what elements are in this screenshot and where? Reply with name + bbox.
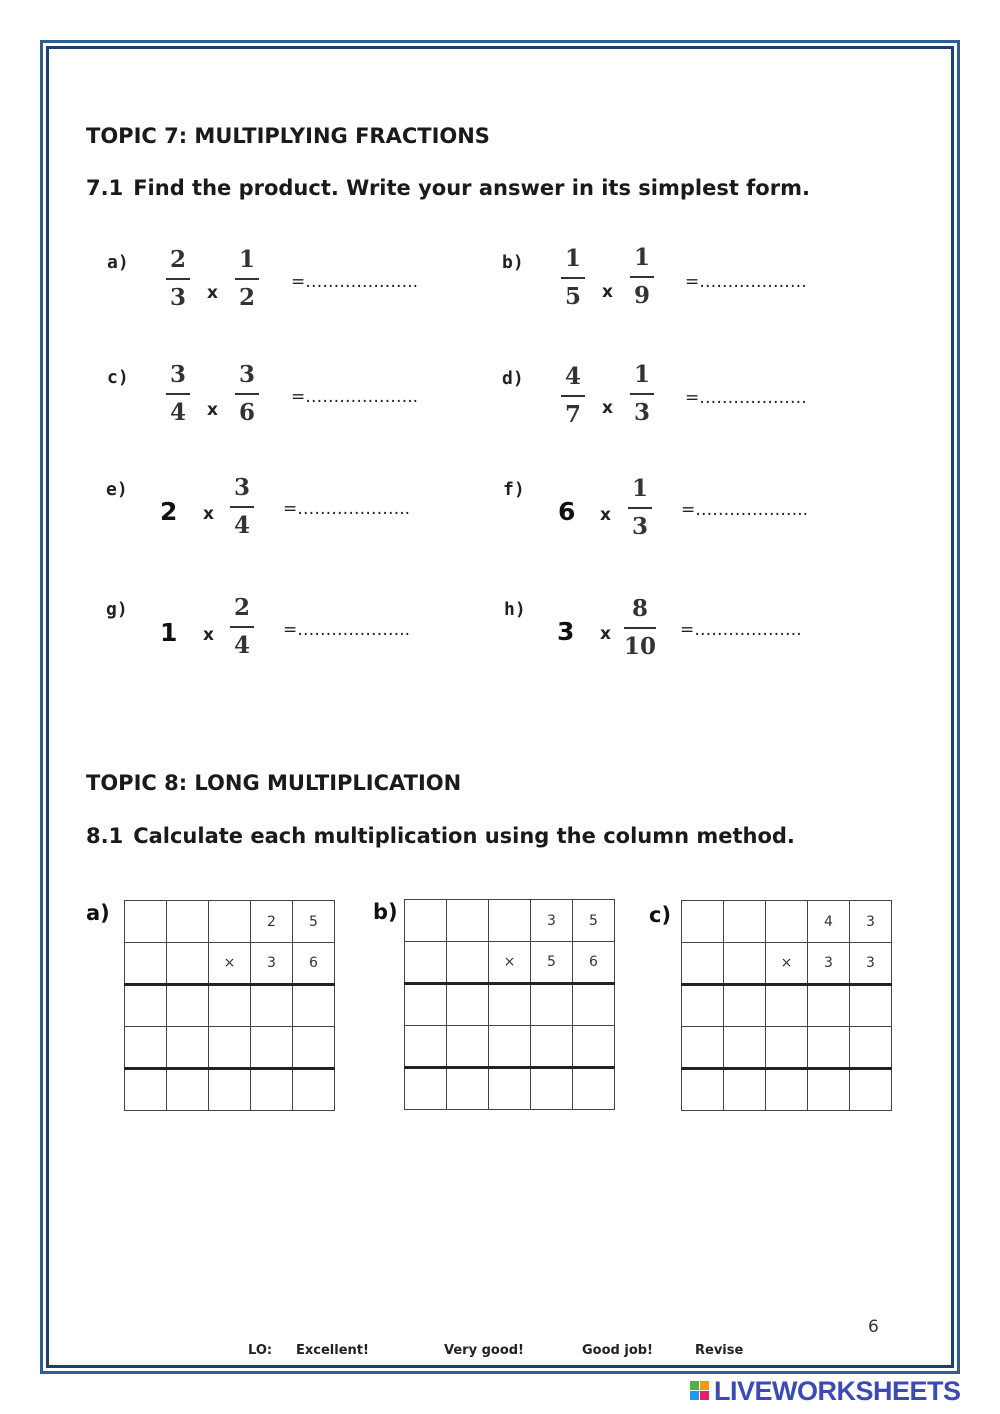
fraction-right: [630, 244, 654, 310]
grid-cell[interactable]: [682, 1027, 724, 1069]
grid-cell[interactable]: [447, 1026, 489, 1068]
grid-cell[interactable]: [293, 1027, 335, 1069]
whole-number: 6: [558, 497, 576, 526]
grid-cell[interactable]: 3: [808, 943, 850, 985]
question-label: g): [106, 599, 128, 620]
grid-cell[interactable]: [766, 1027, 808, 1069]
question-label: h): [504, 599, 526, 620]
grid-cell[interactable]: [682, 943, 724, 985]
liveworksheets-logo-icon: [690, 1381, 710, 1401]
multiply-sign: x: [207, 283, 218, 303]
numerator: 1: [631, 475, 648, 502]
logo-text: LIVEWORKSHEETS: [714, 1375, 961, 1406]
instruction-text: Calculate each multiplication using the column method.: [133, 824, 795, 848]
grid-cell[interactable]: 3: [251, 943, 293, 985]
denominator: 4: [233, 632, 250, 659]
instruction-number: 7.1: [86, 176, 124, 200]
grid-cell[interactable]: 5: [531, 942, 573, 984]
answer-blank[interactable]: =………………..: [283, 620, 411, 640]
grid-cell[interactable]: [251, 985, 293, 1027]
grid-cell[interactable]: [850, 985, 892, 1027]
fraction-bar: [235, 278, 259, 280]
grid-cell[interactable]: [405, 1068, 447, 1110]
answer-blank[interactable]: =………………..: [283, 499, 411, 519]
lo-option-label: Revise: [695, 1343, 744, 1358]
numerator: 1: [238, 246, 255, 273]
grid-cell[interactable]: [125, 1069, 167, 1111]
answer-blank[interactable]: =……………….: [680, 620, 802, 640]
grid-cell[interactable]: [167, 1027, 209, 1069]
page-border-inner: [46, 46, 954, 1368]
grid-row: [405, 984, 615, 1026]
fraction-right: [230, 594, 254, 660]
fraction-left: [166, 246, 190, 312]
fraction-bar: [630, 276, 654, 278]
lo-option-label: Very good!: [444, 1343, 524, 1358]
fraction-right: [235, 246, 259, 312]
grid-cell[interactable]: [724, 1027, 766, 1069]
question-label: c): [107, 367, 129, 388]
numerator: 8: [631, 595, 648, 622]
grid-cell[interactable]: [293, 985, 335, 1027]
fraction-right: [630, 361, 654, 427]
grid-cell[interactable]: [125, 985, 167, 1027]
denominator: 9: [633, 282, 650, 309]
grid-cell[interactable]: [489, 1068, 531, 1110]
grid-cell[interactable]: 3: [850, 943, 892, 985]
grid-cell[interactable]: [766, 1069, 808, 1111]
grid-row: [405, 900, 615, 942]
answer-blank[interactable]: =………………..: [291, 387, 419, 407]
numerator: 1: [633, 361, 650, 388]
whole-number: 1: [160, 618, 178, 647]
grid-row: [682, 985, 892, 1027]
fraction-right: [628, 475, 652, 541]
lo-option-revise[interactable]: [690, 1343, 743, 1358]
lo-option-good-job[interactable]: [577, 1343, 653, 1358]
fraction-right: [235, 361, 259, 427]
multiply-sign: x: [203, 625, 214, 645]
grid-cell[interactable]: [405, 984, 447, 1026]
column-grid-c: [681, 900, 892, 1111]
numerator: 4: [564, 363, 581, 390]
grid-cell[interactable]: [209, 985, 251, 1027]
grid-cell[interactable]: [724, 1069, 766, 1111]
topic8-title: TOPIC 8: LONG MULTIPLICATION: [86, 771, 462, 795]
lo-option-label: Excellent!: [296, 1343, 369, 1358]
grid-cell[interactable]: [167, 1069, 209, 1111]
fraction-bar: [235, 393, 259, 395]
answer-blank[interactable]: =……………….: [685, 388, 807, 408]
grid-row: [682, 1027, 892, 1069]
grid-cell[interactable]: [489, 984, 531, 1026]
grid-cell[interactable]: [724, 943, 766, 985]
grid-cell[interactable]: 5: [573, 900, 615, 942]
instruction-number: 8.1: [86, 824, 124, 848]
grid-row: [682, 943, 892, 985]
question-label: b): [502, 252, 524, 273]
answer-blank[interactable]: =………………..: [681, 500, 809, 520]
topic8-instruction: [86, 824, 795, 848]
question-label: f): [503, 479, 525, 500]
grid-cell[interactable]: ×: [766, 943, 808, 985]
fraction-bar: [230, 506, 254, 508]
grid-cell[interactable]: [447, 900, 489, 942]
topic7-title: TOPIC 7: MULTIPLYING FRACTIONS: [86, 124, 490, 148]
liveworksheets-logo: [690, 1376, 961, 1406]
answer-blank[interactable]: =……………….: [685, 272, 807, 292]
grid-cell[interactable]: [405, 1026, 447, 1068]
fraction-bar: [230, 626, 254, 628]
grid-cell[interactable]: 5: [293, 901, 335, 943]
numerator: 2: [169, 246, 186, 273]
multiply-sign: x: [600, 505, 611, 525]
grid-cell[interactable]: [125, 1027, 167, 1069]
denominator: 6: [238, 399, 255, 426]
denominator: 4: [233, 512, 250, 539]
grid-cell[interactable]: [850, 1027, 892, 1069]
numerator: 3: [238, 361, 255, 388]
numerator: 3: [233, 474, 250, 501]
grid-cell[interactable]: [766, 901, 808, 943]
grid-cell[interactable]: [573, 1068, 615, 1110]
denominator: 3: [631, 513, 648, 540]
grid-cell[interactable]: [209, 901, 251, 943]
fraction-bar: [561, 395, 585, 397]
multiply-sign: x: [602, 398, 613, 418]
grid-cell[interactable]: 3: [531, 900, 573, 942]
grid-cell[interactable]: [447, 984, 489, 1026]
grid-cell[interactable]: ×: [209, 943, 251, 985]
grid-row: [125, 1069, 335, 1111]
whole-number: 3: [557, 617, 575, 646]
grid-cell[interactable]: [447, 942, 489, 984]
denominator: 10: [624, 633, 657, 660]
grid-cell[interactable]: 3: [850, 901, 892, 943]
column-grid-b: [404, 899, 615, 1110]
grid-row: [125, 901, 335, 943]
grid-cell[interactable]: [766, 985, 808, 1027]
grid-cell[interactable]: [808, 985, 850, 1027]
lo-label: LO:: [248, 1343, 273, 1358]
grid-label: b): [373, 900, 398, 924]
grid-cell[interactable]: [489, 1026, 531, 1068]
fraction-bar: [166, 393, 190, 395]
lo-option-label: Good job!: [582, 1343, 653, 1358]
denominator: 2: [238, 284, 255, 311]
grid-cell[interactable]: [682, 985, 724, 1027]
grid-row: [682, 1069, 892, 1111]
grid-cell[interactable]: [167, 985, 209, 1027]
multiply-sign: x: [600, 624, 611, 644]
question-label: a): [107, 252, 129, 273]
grid-row: [125, 943, 335, 985]
grid-cell[interactable]: 6: [293, 943, 335, 985]
fraction-left: [166, 361, 190, 427]
grid-cell[interactable]: [167, 943, 209, 985]
denominator: 5: [564, 283, 581, 310]
lo-option-very-good[interactable]: [439, 1343, 524, 1358]
grid-cell[interactable]: [531, 1026, 573, 1068]
grid-label: a): [86, 901, 110, 925]
grid-cell[interactable]: [489, 900, 531, 942]
instruction-text: Find the product. Write your answer in its simplest form.: [133, 176, 810, 200]
grid-cell[interactable]: [209, 1069, 251, 1111]
grid-cell[interactable]: [808, 1027, 850, 1069]
grid-row: [682, 901, 892, 943]
fraction-bar: [166, 278, 190, 280]
grid-cell[interactable]: [850, 1069, 892, 1111]
fraction-right: [230, 474, 254, 540]
denominator: 4: [169, 399, 186, 426]
grid-cell[interactable]: ×: [489, 942, 531, 984]
numerator: 1: [633, 244, 650, 271]
grid-label: c): [649, 903, 672, 927]
denominator: 3: [633, 399, 650, 426]
grid-cell[interactable]: [447, 1068, 489, 1110]
grid-row: [125, 1027, 335, 1069]
whole-number: 2: [160, 497, 178, 526]
grid-cell[interactable]: [251, 1069, 293, 1111]
multiply-sign: x: [203, 504, 214, 524]
grid-cell[interactable]: [405, 900, 447, 942]
numerator: 1: [564, 245, 581, 272]
fraction-bar: [624, 627, 656, 629]
fraction-bar: [628, 507, 652, 509]
multiply-sign: x: [207, 400, 218, 420]
grid-cell[interactable]: [167, 901, 209, 943]
grid-cell[interactable]: [251, 1027, 293, 1069]
fraction-left: [561, 245, 585, 311]
grid-row: [405, 1026, 615, 1068]
grid-row: [125, 985, 335, 1027]
question-label: e): [106, 479, 128, 500]
fraction-bar: [561, 277, 585, 279]
lo-option-excellent[interactable]: [291, 1343, 369, 1358]
grid-cell[interactable]: [531, 1068, 573, 1110]
grid-cell[interactable]: [573, 1026, 615, 1068]
fraction-left: [561, 363, 585, 429]
grid-cell[interactable]: [531, 984, 573, 1026]
multiply-sign: x: [602, 282, 613, 302]
grid-cell[interactable]: [682, 901, 724, 943]
grid-cell[interactable]: [724, 985, 766, 1027]
grid-cell[interactable]: [125, 901, 167, 943]
page-number: 6: [868, 1317, 879, 1337]
grid-cell[interactable]: 4: [808, 901, 850, 943]
question-label: d): [502, 368, 524, 389]
grid-cell[interactable]: [808, 1069, 850, 1111]
topic7-instruction: [86, 176, 810, 200]
grid-cell[interactable]: [405, 942, 447, 984]
grid-cell[interactable]: [125, 943, 167, 985]
grid-cell[interactable]: [724, 901, 766, 943]
fraction-right: [624, 595, 656, 661]
grid-cell[interactable]: 6: [573, 942, 615, 984]
grid-cell[interactable]: [293, 1069, 335, 1111]
grid-cell[interactable]: 2: [251, 901, 293, 943]
numerator: 2: [233, 594, 250, 621]
column-grid-a: [124, 900, 335, 1111]
grid-row: [405, 1068, 615, 1110]
denominator: 3: [169, 284, 186, 311]
grid-cell[interactable]: [573, 984, 615, 1026]
grid-cell[interactable]: [209, 1027, 251, 1069]
answer-blank[interactable]: =………………..: [291, 272, 419, 292]
numerator: 3: [169, 361, 186, 388]
denominator: 7: [564, 401, 581, 428]
grid-cell[interactable]: [682, 1069, 724, 1111]
fraction-bar: [630, 393, 654, 395]
grid-row: [405, 942, 615, 984]
